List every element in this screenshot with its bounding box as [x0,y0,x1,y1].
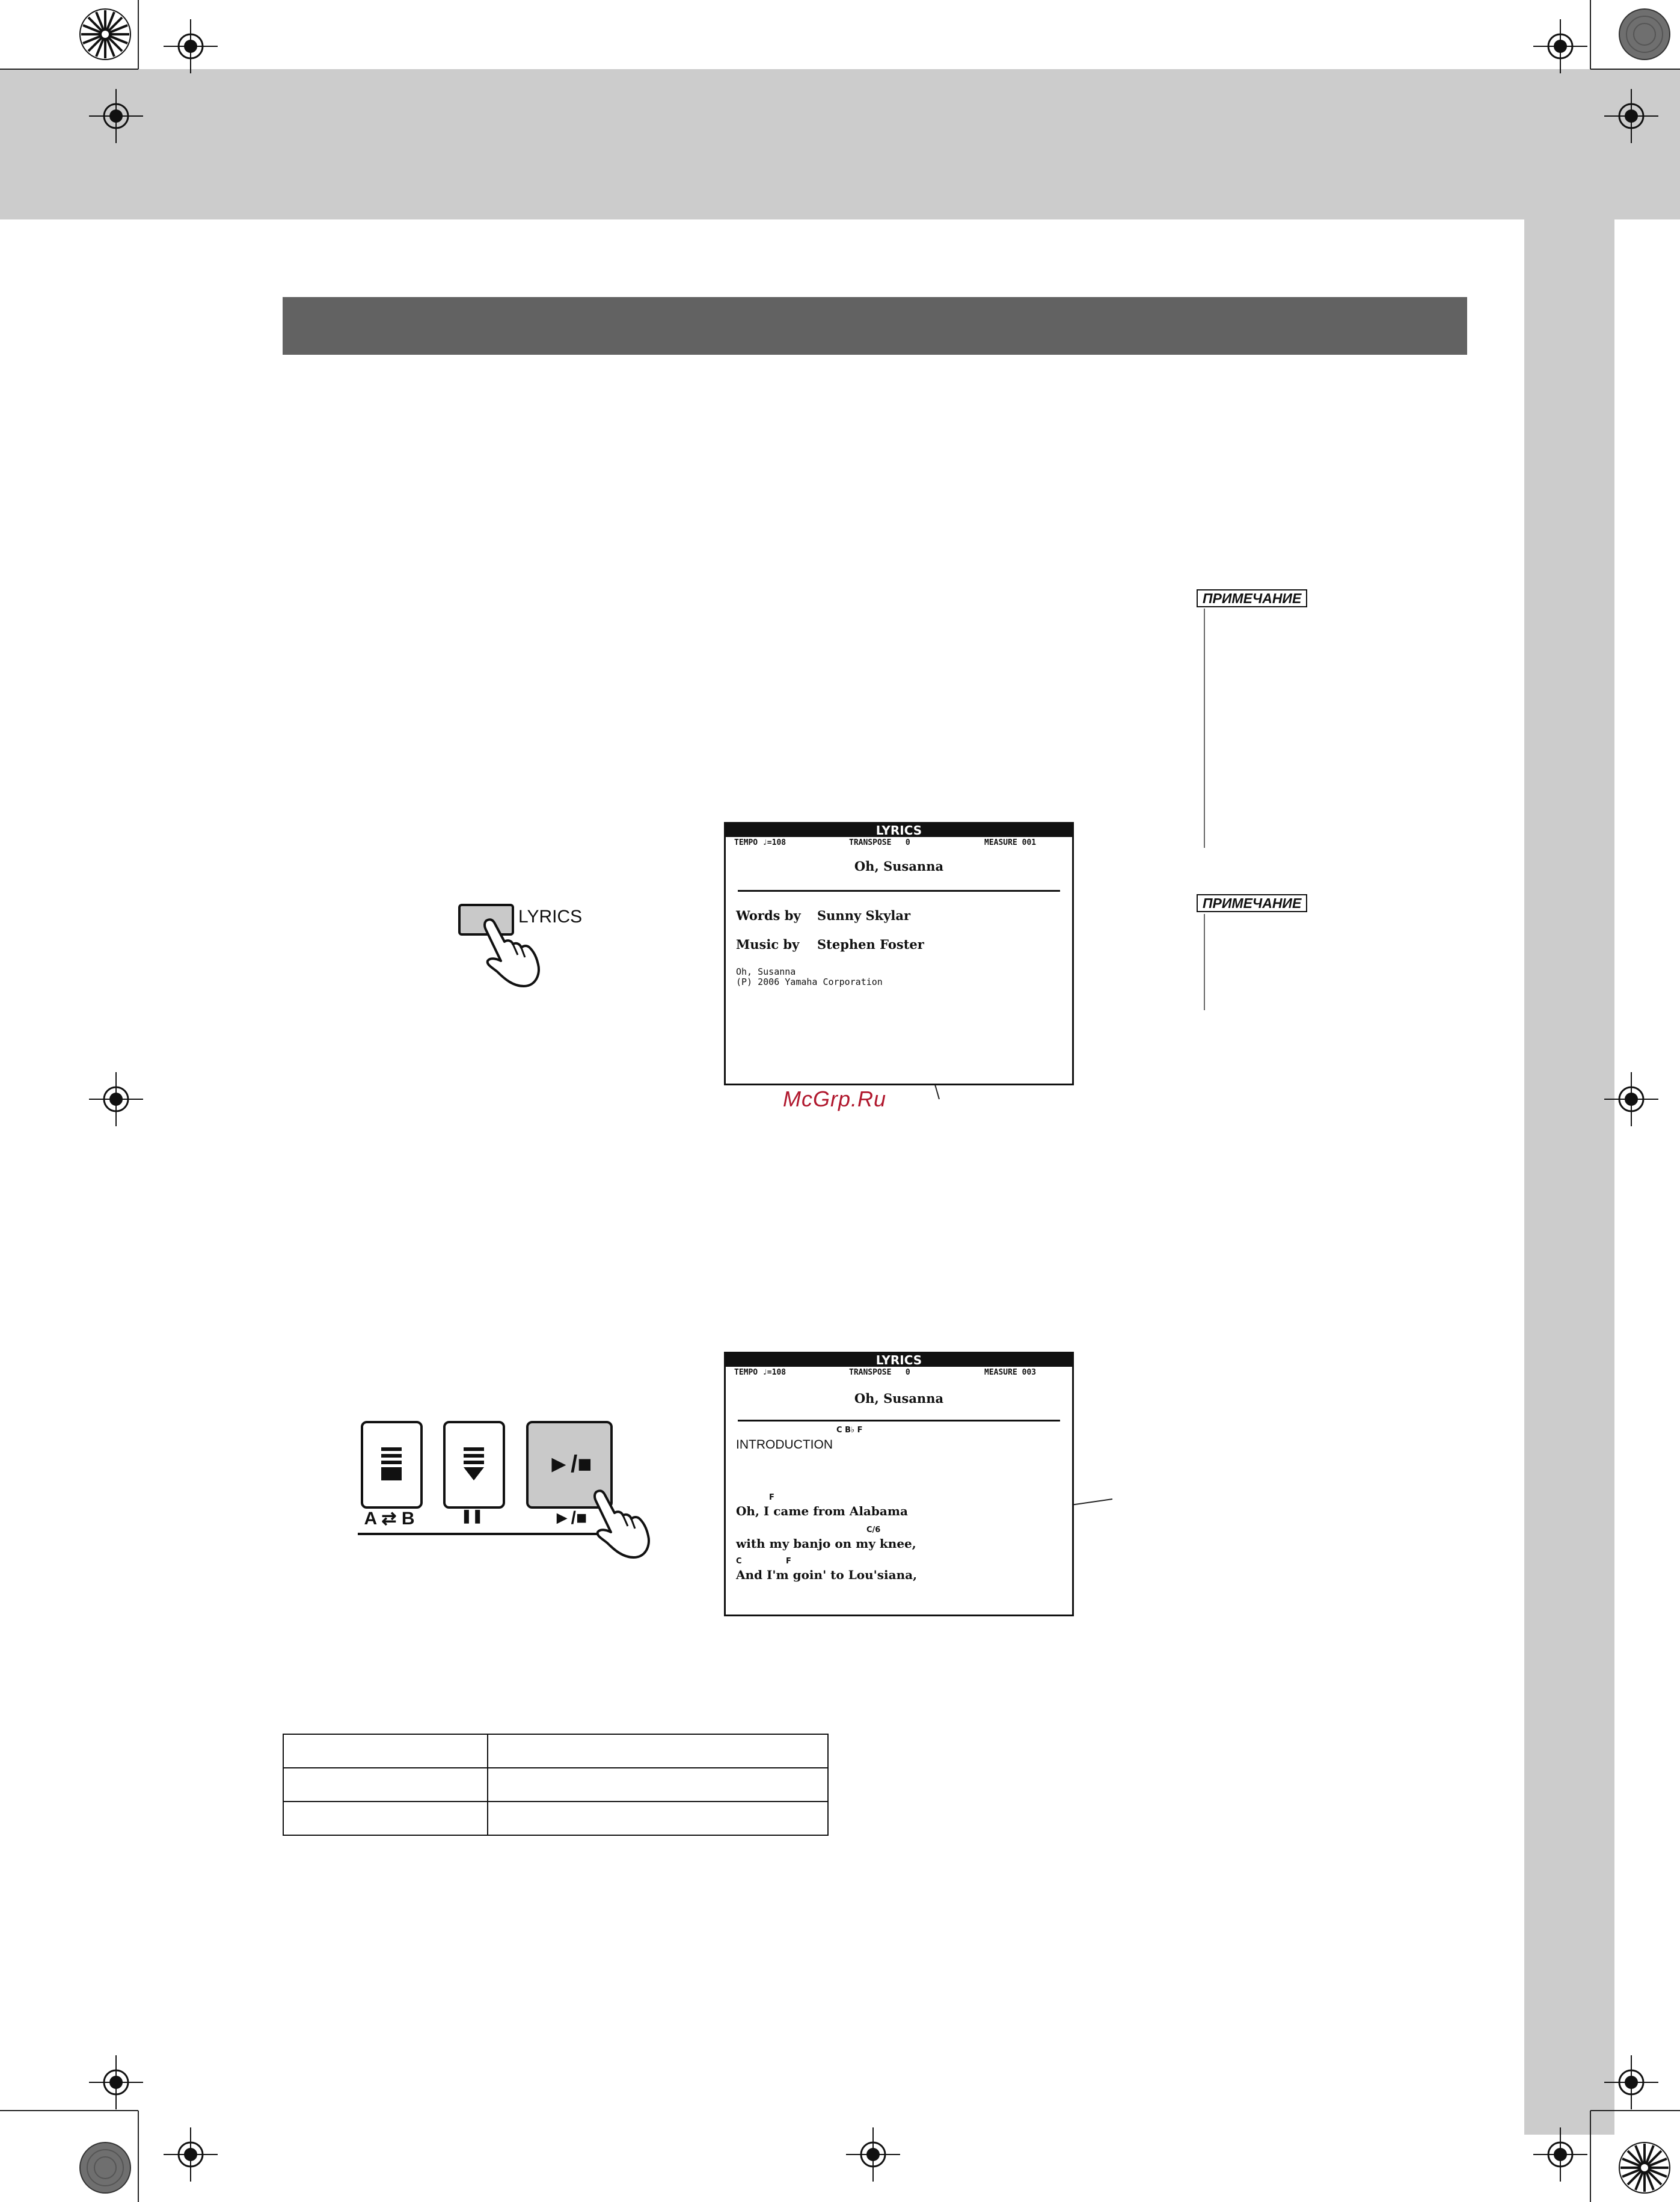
lcd-header: LYRICS [726,1354,1072,1367]
tempo-readout: TEMPO ♩=108 [734,1368,786,1377]
note-tag: ПРИМЕЧАНИЕ [1197,589,1307,607]
song-title: Oh, Susanna [854,1391,944,1406]
measure-readout: MEASURE 003 [984,1368,1037,1377]
table-row [283,1734,828,1768]
chord-symbol: C B♭ F [836,1426,863,1435]
table-cell [283,1734,488,1768]
registration-mark-icon [89,89,143,143]
music-by-label: Music by [736,937,800,952]
gray-target-icon [78,2141,132,2195]
song-title: Oh, Susanna [854,859,944,874]
chord-symbol: F [786,1557,791,1566]
registration-mark-icon [89,2055,143,2109]
tempo-readout: TEMPO ♩=108 [734,838,786,847]
transpose-readout: TRANSPOSE 0 [849,1368,910,1377]
lyrics-button-label: LYRICS [518,907,583,927]
lcd-divider [738,1420,1060,1421]
table-cell [488,1768,828,1802]
table-row [283,1802,828,1835]
table-cell [488,1802,828,1835]
words-by-value: Sunny Skylar [817,908,911,923]
note-tag: ПРИМЕЧАНИЕ [1197,894,1307,912]
pause-icon [446,1423,503,1506]
transpose-readout: TRANSPOSE 0 [849,838,910,847]
music-by-value: Stephen Foster [817,937,924,952]
lyrics-screen-intro [724,822,1074,1085]
registration-mark-icon [1604,2055,1658,2109]
chord-symbol: C [736,1557,742,1566]
chord-symbol: F [769,1493,774,1502]
lyric-line: with my banjo on my knee, [736,1536,916,1551]
registration-mark-icon [1604,89,1658,143]
table-row [283,1768,828,1802]
start-stop-label: ►/■ [553,1508,587,1528]
registration-mark-icon [164,2127,218,2182]
gray-target-icon [1617,7,1672,61]
chord-symbol: C/6 [866,1526,881,1535]
ab-repeat-icon [363,1423,420,1506]
table-cell [283,1802,488,1835]
intro-label: INTRODUCTION [736,1438,833,1452]
ab-repeat-label: A ⇄ B [364,1509,415,1529]
starburst-target-icon [78,7,132,61]
lcd-header: LYRICS [726,824,1072,837]
pressing-finger-icon [588,1485,654,1563]
info-table [283,1734,829,1836]
pressing-finger-icon [478,914,544,992]
registration-mark-icon [846,2127,900,2182]
registration-mark-icon [164,19,218,73]
lyrics-screen-playing [724,1352,1074,1616]
table-cell [283,1768,488,1802]
words-by-label: Words by [736,908,801,923]
pause-button[interactable] [443,1421,505,1509]
start-stop-icon: ►/■ [547,1451,592,1477]
pause-label: ❚❚ [461,1508,483,1523]
ab-repeat-button[interactable] [361,1421,423,1509]
starburst-target-icon [1617,2141,1672,2195]
note-rule [1204,914,1205,1010]
copyright-line: (P) 2006 Yamaha Corporation [736,977,883,987]
registration-mark-icon [1533,2127,1587,2182]
lcd-divider [738,890,1060,892]
watermark: McGrp.Ru [783,1087,887,1111]
copyright-line: Oh, Susanna [736,966,796,977]
lyric-line: Oh, I came from Alabama [736,1504,908,1518]
registration-mark-icon [89,1072,143,1126]
note-rule [1204,609,1205,848]
registration-mark-icon [1604,1072,1658,1126]
measure-readout: MEASURE 001 [984,838,1037,847]
table-cell [488,1734,828,1768]
lyric-line: And I'm goin' to Lou'siana, [736,1568,918,1582]
registration-mark-icon [1533,19,1587,73]
